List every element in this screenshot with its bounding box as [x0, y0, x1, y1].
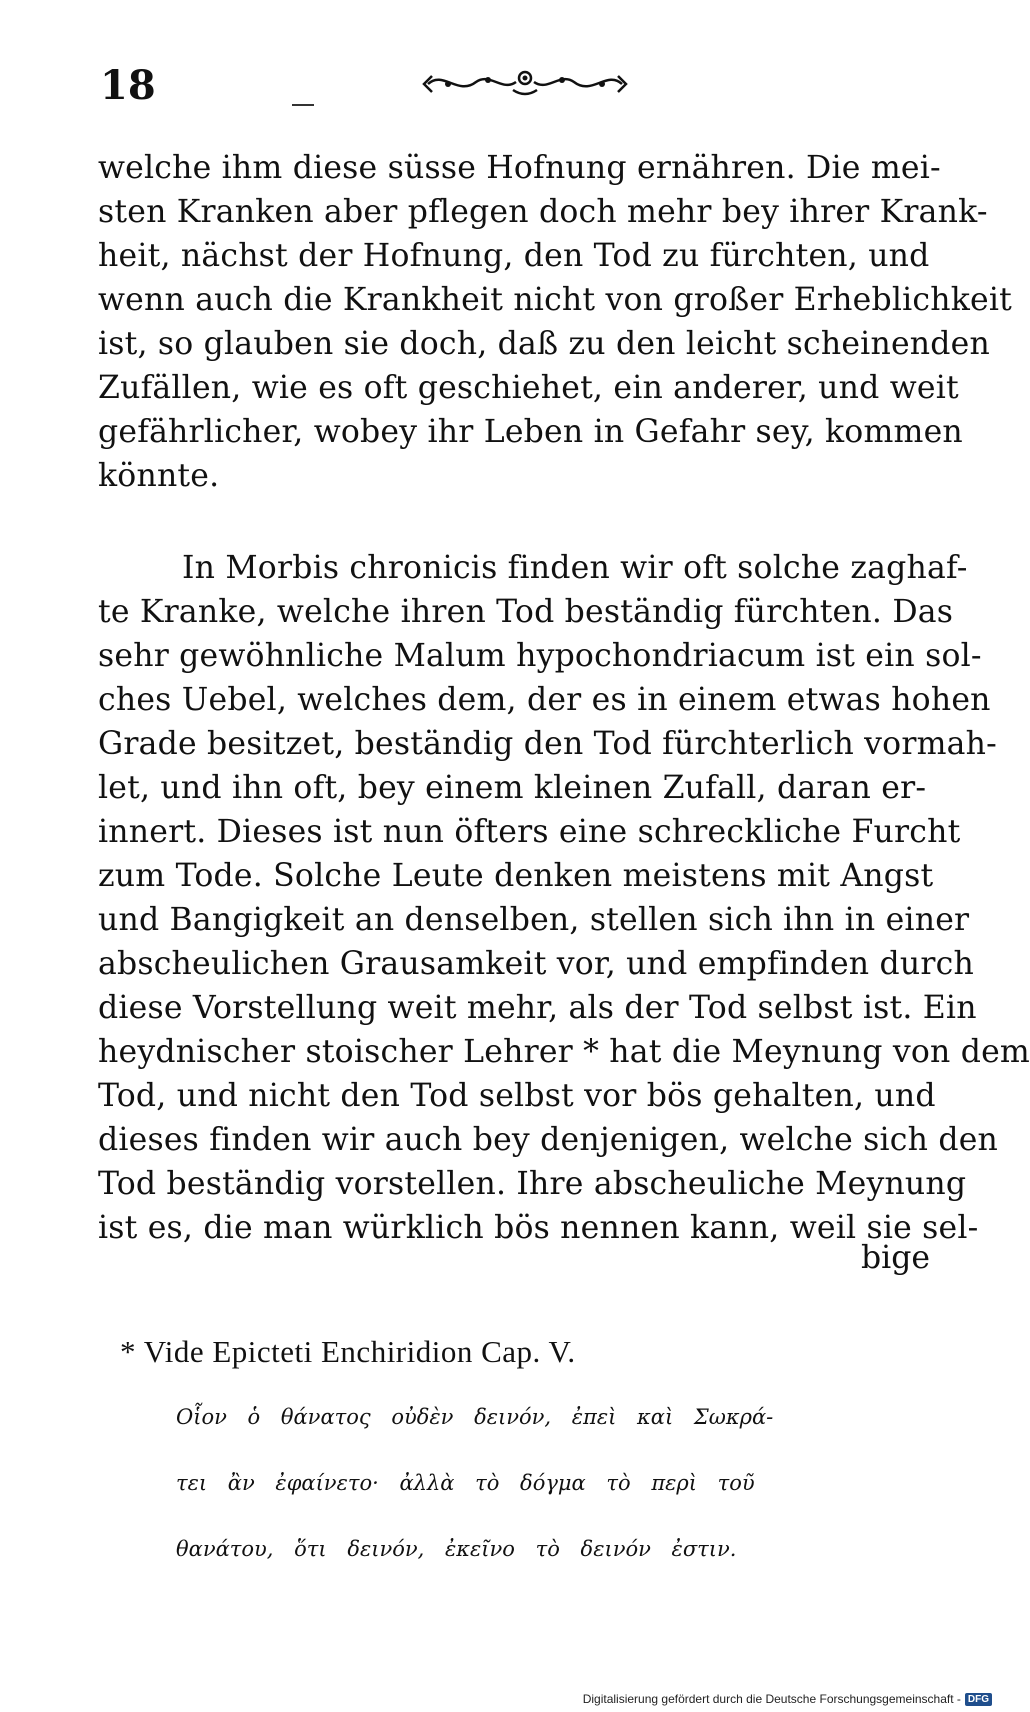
- paragraph-1: [98, 146, 1012, 498]
- text-line: heydnischer stoischer Lehrer * hat die Meynung von dem: [98, 1034, 1030, 1070]
- text-line: te Kranke, welche ihren Tod beständig fürchten. Das: [98, 594, 954, 630]
- page-number: 18: [100, 62, 156, 109]
- dfg-logo-icon: DFG: [965, 1693, 992, 1706]
- text-line: Tod beständig vorstellen. Ihre abscheuliche Meynung: [98, 1166, 967, 1202]
- text-line: welche ihm diese süsse Hofnung ernähren. Die mei-: [98, 150, 941, 186]
- greek-line: τει ἂν ἐφαίνετο· ἀλλὰ τὸ δόγμα τὸ περὶ τοῦ: [176, 1471, 755, 1495]
- text-line: innert. Dieses ist nun öfters eine schreckliche Furcht: [98, 814, 961, 850]
- text-line: Tod, und nicht den Tod selbst vor bös gehalten, und: [98, 1078, 936, 1114]
- greek-line: Οἷον ὁ θάνατος οὐδὲν δεινόν, ἐπεὶ καὶ Σωκρά-: [176, 1405, 774, 1429]
- greek-quotation: [176, 1384, 936, 1582]
- greek-line: θανάτου, ὅτι δεινόν, ἐκεῖνο τὸ δεινόν ἐστιν.: [176, 1537, 737, 1561]
- text-line: zum Tode. Solche Leute denken meistens mit Angst: [98, 858, 934, 894]
- text-line: ist, so glauben sie doch, daß zu den leicht scheinenden: [98, 326, 990, 362]
- text-line: heit, nächst der Hofnung, den Tod zu fürchten, und: [98, 238, 930, 274]
- text-line: gefährlicher, wobey ihr Leben in Gefahr sey, kommen: [98, 414, 963, 450]
- text-line: könnte.: [98, 458, 220, 494]
- text-line: wenn auch die Krankheit nicht von großer Erheblichkeit: [98, 282, 1012, 318]
- text-line: ches Uebel, welches dem, der es in einem etwas hohen: [98, 682, 991, 718]
- text-line: ist es, die man würklich bös nennen kann, weil sie sel-: [98, 1210, 979, 1246]
- text-line: let, und ihn oft, bey einem kleinen Zufall, daran er-: [98, 770, 927, 806]
- credit-text: Digitalisierung gefördert durch die Deutsche Forschungsgemeinschaft -: [582, 1692, 961, 1706]
- text-line: Zufällen, wie es oft geschiehet, ein anderer, und weit: [98, 370, 959, 406]
- paragraph-2: [98, 546, 1030, 1250]
- digitization-credit: [583, 1692, 992, 1706]
- text-line: sehr gewöhnliche Malum hypochondriacum ist ein sol-: [98, 638, 982, 674]
- header-rule: [292, 104, 314, 106]
- text-line: und Bangigkeit an denselben, stellen sich ihn in einer: [98, 902, 970, 938]
- text-line: dieses finden wir auch bey denjenigen, welche sich den: [98, 1122, 999, 1158]
- text-line: Grade besitzet, beständig den Tod fürchterlich vormah-: [98, 726, 997, 762]
- text-line: diese Vorstellung weit mehr, als der Tod selbst ist. Ein: [98, 990, 977, 1026]
- catchword: bige: [860, 1240, 930, 1276]
- floral-ornament-icon: [418, 62, 632, 102]
- text-line: In Morbis chronicis finden wir oft solche zaghaf-: [182, 550, 968, 586]
- text-line: abscheulichen Grausamkeit vor, und empfinden durch: [98, 946, 974, 982]
- text-line: sten Kranken aber pflegen doch mehr bey ihrer Krank-: [98, 194, 988, 230]
- footnote-reference: * Vide Epicteti Enchiridion Cap. V.: [120, 1334, 576, 1369]
